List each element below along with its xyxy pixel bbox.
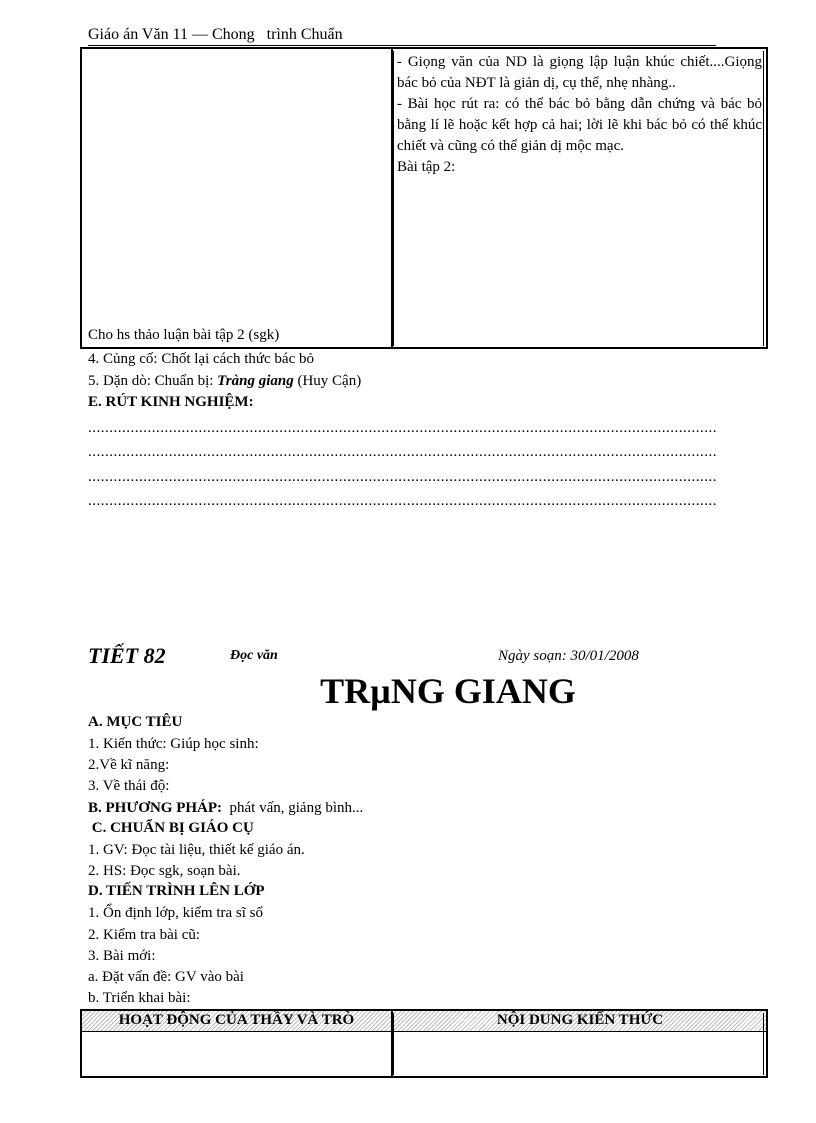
right-cell-paragraph: - Giọng văn của ND là giọng lập luận khúc chiết....Giọng bác bỏ của NĐT là giản dị, cụ thể, nhẹ nhàng.. — [397, 54, 762, 91]
section-a-item: 1. Kiến thức: Giúp học sinh: — [88, 736, 259, 752]
column-header-activities: HOẠT ĐỘNG CỦA THẦY VÀ TRÒ — [118, 1012, 355, 1028]
section-d-heading: D. TIẾN TRÌNH LÊN LỚP — [88, 883, 265, 899]
homework-prefix: 5. Dặn dò: Chuẩn bị: — [88, 373, 218, 389]
dotted-line: .................................................................................................................................................... — [88, 420, 717, 436]
experience-heading: E. RÚT KINH NGHIỆM: — [88, 394, 254, 410]
section-a-item: 2.Về kĩ năng: — [88, 757, 170, 773]
bottom-table-divider — [391, 1009, 393, 1078]
section-a-item: 3. Về thái độ: — [88, 778, 170, 794]
section-c-item: 2. HS: Đọc sgk, soạn bài. — [88, 863, 241, 879]
dotted-line: .................................................................................................................................................... — [88, 469, 717, 485]
section-d-item: 2. Kiểm tra bài cũ: — [88, 927, 201, 943]
section-d-item: 1. Ổn định lớp, kiểm tra sĩ số — [88, 905, 264, 921]
section-d-item: 3. Bài mới: — [88, 948, 156, 964]
lesson-title: TRµNG GIANG — [320, 671, 576, 711]
column-header-content: NỘI DUNG KIẾN THỨC — [496, 1012, 664, 1028]
dotted-line: .................................................................................................................................................... — [88, 444, 717, 460]
lesson-number: TIẾT 82 — [88, 643, 166, 668]
lesson-type: Đọc văn — [230, 648, 278, 663]
section-c-item: 1. GV: Đọc tài liệu, thiết kế giáo án. — [88, 842, 305, 858]
prep-date: Ngày soạn: 30/01/2008 — [498, 648, 639, 664]
section-a-heading: A. MỤC TIÊU — [88, 714, 183, 730]
section-d-item: b. Triển khai bài: — [88, 990, 191, 1006]
homework-line — [88, 373, 361, 390]
section-d-item: a. Đặt vấn đề: GV vào bài — [88, 969, 244, 985]
top-table-right-cell — [397, 52, 762, 178]
top-table-left-cell: Cho hs thảo luận bài tập 2 (sgk) — [88, 327, 280, 343]
section-c-heading: C. CHUẨN BỊ GIÁO CỤ — [88, 820, 254, 836]
consolidate-line: 4. Củng cố: Chốt lại cách thức bác bỏ — [88, 351, 314, 367]
section-b-heading: B. PHƯƠNG PHÁP: — [88, 800, 223, 816]
dotted-line: .................................................................................................................................................... — [88, 493, 717, 509]
section-b-text: phát vấn, giảng bình... — [222, 800, 364, 816]
homework-suffix: (Huy Cận) — [293, 373, 362, 389]
section-b-line — [88, 800, 363, 817]
header-title: Giáo án Văn 11 — Chong trình Chuẩn — [88, 26, 343, 43]
right-cell-paragraph: - Bài học rút ra: có thể bác bỏ bằng dẫn chứng và bác bỏ bằng lí lẽ hoặc kết hợp cả hai; lời lẽ khi bác bỏ có thể khúc chiết và cũng có thể giản dị mộc mạc. — [397, 96, 762, 154]
right-cell-paragraph: Bài tập 2: — [397, 159, 456, 175]
top-table-divider — [391, 47, 393, 349]
homework-title: Tràng giang — [217, 373, 294, 389]
header-rule — [88, 45, 716, 46]
